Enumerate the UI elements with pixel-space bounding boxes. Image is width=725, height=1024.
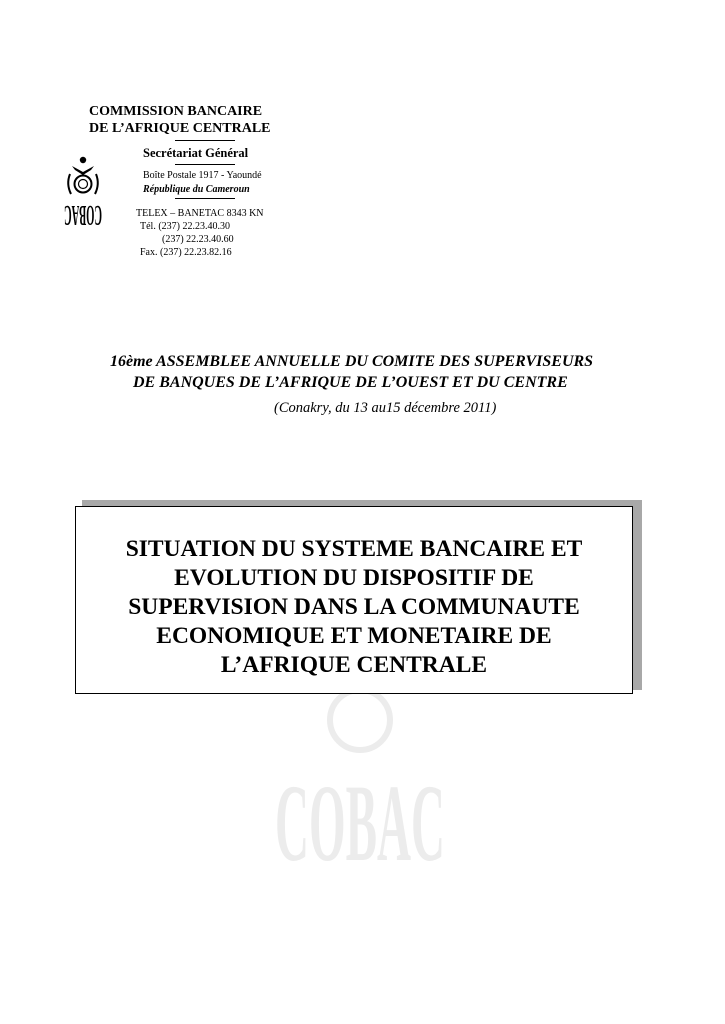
divider (175, 164, 235, 165)
assembly-place-date: (Conakry, du 13 au15 décembre 2011) (274, 400, 497, 416)
watermark-text: COBAC (275, 762, 445, 884)
phone-line-2: (237) 22.23.40.60 (162, 234, 234, 245)
telex-line: TELEX – BANETAC 8343 KN (136, 208, 264, 219)
document-title (75, 535, 633, 680)
postal-address: Boîte Postale 1917 - Yaoundé (143, 170, 262, 181)
assembly-title-line2: DE BANQUES DE L’AFRIQUE DE L’OUEST ET DU CENTRE (133, 374, 568, 391)
secretariat-label: Secrétariat Général (143, 146, 249, 160)
title-line: SUPERVISION DANS LA COMMUNAUTE (128, 594, 580, 620)
assembly-title-line1: 16ème ASSEMBLEE ANNUELLE DU COMITE DES SUPERVISEURS (110, 353, 594, 370)
divider (175, 198, 235, 199)
title-line: ECONOMIQUE ET MONETAIRE DE (156, 623, 552, 649)
logo-text: COBAC (64, 199, 102, 230)
phone-line-1: Tél. (237) 22.23.40.30 (140, 221, 230, 232)
title-line: L’AFRIQUE CENTRALE (220, 652, 488, 678)
org-name-line2: DE L’AFRIQUE CENTRALE (89, 121, 271, 136)
cobac-logo-icon (62, 154, 104, 234)
title-line: SITUATION DU SYSTEME BANCAIRE ET (125, 536, 583, 562)
org-name-line1: COMMISSION BANCAIRE (89, 104, 263, 119)
divider (175, 140, 235, 141)
title-line: EVOLUTION DU DISPOSITIF DE (174, 565, 534, 591)
cobac-watermark (270, 680, 450, 884)
fax-line: Fax. (237) 22.23.82.16 (140, 247, 232, 258)
country-label: République du Cameroun (143, 184, 250, 195)
